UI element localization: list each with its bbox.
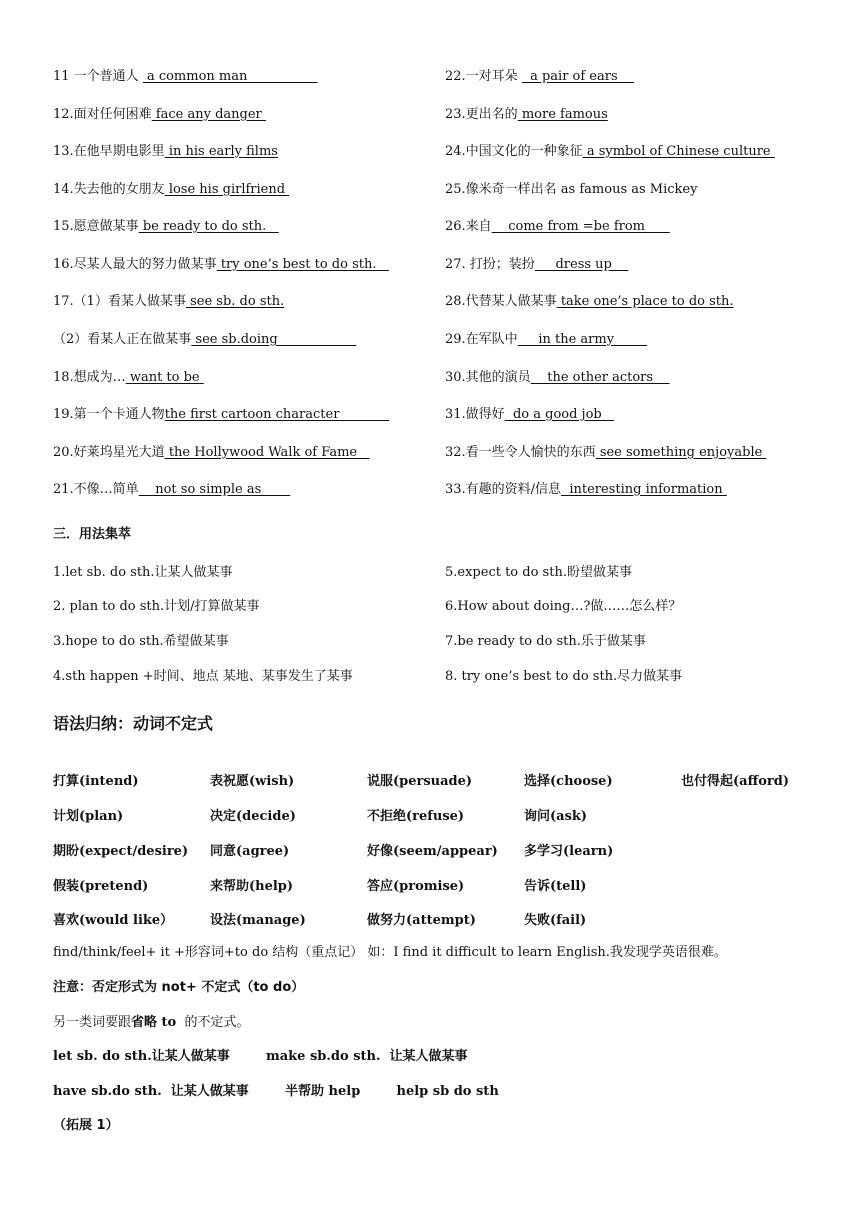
verb-item: 计划(plan) — [53, 809, 124, 824]
phrase-cn: 32.看一些令人愉快的东西 — [445, 445, 596, 460]
phrase-item — [445, 293, 734, 311]
verb-item: 表祝愿(wish) — [210, 774, 295, 789]
phrase-en: see something enjoyable — [595, 445, 767, 460]
phrase-cn: 33.有趣的资料/信息 — [445, 482, 562, 497]
phrase-en: do a good job — [504, 407, 615, 422]
note-line: 注意：否定形式为 not+ 不定式（to do） — [53, 980, 305, 995]
verb-item: 期盼(expect/desire) — [53, 844, 189, 859]
phrase-item — [445, 331, 647, 349]
phrase-cn: 12.面对任何困难 — [53, 107, 152, 122]
usage-item: 3.hope to do sth.希望做某事 — [53, 634, 229, 649]
phrase-en: a common man — [142, 69, 318, 84]
verb-item: 来帮助(help) — [210, 879, 294, 894]
verb-item: 好像(seem/appear) — [367, 844, 498, 859]
omit-bold: 省略 to — [131, 1015, 177, 1030]
phrase-en: try one’s best to do sth. — [216, 257, 389, 272]
phrase-en: the first cartoon character — [164, 407, 390, 422]
phrase-cn: 28.代替某人做某事 — [445, 294, 557, 309]
verb-item: 设法(manage) — [210, 913, 306, 928]
phrase-item — [445, 181, 697, 199]
verb-item: 做努力(attempt) — [367, 913, 476, 928]
phrase-en: a symbol of Chinese culture — [582, 144, 775, 159]
verb-item: 多学习(learn) — [524, 844, 614, 859]
phrase-cn: 19.第一个卡通人物 — [53, 407, 165, 422]
phrase-item — [53, 68, 318, 86]
phrase-cn: 27. 打扮；装扮 — [445, 257, 535, 272]
phrase-en: see sb.doing — [191, 332, 357, 347]
phrase-item — [53, 143, 278, 161]
phrase-cn: （2）看某人正在做某事 — [53, 332, 192, 347]
phrase-en: want to be — [125, 370, 204, 385]
usage-item: 6.How about doing…?做……怎么样？ — [445, 599, 682, 614]
verb-item: 喜欢(would like） — [53, 913, 174, 928]
usage-section-title: 三．用法集萃 — [53, 527, 132, 542]
phrase-cn: 16.尽某人最大的努力做某事 — [53, 257, 217, 272]
verb-item: 假装(pretend) — [53, 879, 149, 894]
phrase-en: come from =be from — [491, 219, 670, 234]
phrase-item — [53, 218, 279, 236]
phrase-en: interesting information — [561, 482, 727, 497]
verb-item: 不拒绝(refuse) — [367, 809, 465, 824]
usage-item: 7.be ready to do sth.乐于做某事 — [445, 634, 646, 649]
phrase-item — [53, 256, 389, 274]
phrase-cn: 17.（1）看某人做某事 — [53, 294, 186, 309]
verb-item: 决定(decide) — [210, 809, 296, 824]
phrase-item — [53, 181, 289, 199]
phrase-cn: 11 一个普通人 — [53, 69, 143, 84]
omit-pre: 另一类词要跟 — [53, 1015, 132, 1030]
phrase-item — [53, 331, 356, 349]
phrase-cn: 25.像米奇一样出名 as famous as Mickey — [445, 182, 698, 197]
phrase-en: the other actors — [530, 370, 670, 385]
phrase-item — [445, 218, 670, 236]
phrase-cn: 24.中国文化的一种象征 — [445, 144, 583, 159]
phrase-item — [445, 256, 628, 274]
verb-item: 告诉(tell) — [524, 879, 587, 894]
omit-example-1: let sb. do sth.让某人做某事 make sb.do sth. 让某人做某事 — [53, 1049, 468, 1064]
phrase-en: a pair of ears — [521, 69, 635, 84]
phrase-item — [53, 106, 266, 124]
phrase-en: see sb. do sth. — [185, 294, 285, 309]
phrase-cn: 18.想成为… — [53, 370, 126, 385]
phrase-item — [53, 293, 284, 311]
phrase-item — [445, 481, 727, 499]
phrase-item — [53, 481, 290, 499]
phrase-item — [445, 369, 670, 387]
phrase-cn: 14.失去他的女朋友 — [53, 182, 165, 197]
verb-item: 失败(fail) — [524, 913, 587, 928]
verb-item: 选择(choose) — [524, 774, 613, 789]
phrase-cn: 26.来自 — [445, 219, 492, 234]
expand-label: （拓展 1） — [53, 1118, 119, 1133]
phrase-item — [445, 106, 608, 124]
phrase-item — [53, 444, 370, 462]
phrase-cn: 20.好莱坞星光大道 — [53, 445, 165, 460]
phrase-cn: 13.在他早期电影里 — [53, 144, 165, 159]
verb-item: 打算(intend) — [53, 774, 139, 789]
phrase-en: dress up — [534, 257, 629, 272]
verb-item: 询问(ask) — [524, 809, 588, 824]
usage-item: 5.expect to do sth.盼望做某事 — [445, 565, 632, 580]
structure-line: find/think/feel+ it +形容词+to do 结构（重点记） 如：I find it difficult to learn English.我发现学英语很难。 — [53, 945, 727, 960]
phrase-en: take one’s place to do sth. — [556, 294, 734, 309]
usage-item: 2. plan to do sth.计划/打算做某事 — [53, 599, 260, 614]
usage-item: 1.let sb. do sth.让某人做某事 — [53, 565, 233, 580]
phrase-cn: 23.更出名的 — [445, 107, 518, 122]
verb-item: 答应(promise) — [367, 879, 465, 894]
phrase-cn: 30.其他的演员 — [445, 370, 531, 385]
phrase-en: more famous — [517, 107, 608, 122]
omit-line — [53, 1014, 249, 1032]
verb-item: 说服(persuade) — [367, 774, 473, 789]
phrase-en: not so simple as — [138, 482, 291, 497]
omit-post: 的不定式。 — [176, 1015, 250, 1030]
phrase-item — [445, 68, 634, 86]
phrase-item — [53, 406, 389, 424]
phrase-item — [445, 444, 766, 462]
phrase-item — [53, 369, 204, 387]
verb-item: 也付得起(afford) — [681, 774, 790, 789]
phrase-cn: 31.做得好 — [445, 407, 505, 422]
phrase-en: lose his girlfriend — [164, 182, 290, 197]
phrase-en: in the army — [517, 332, 648, 347]
phrase-cn: 29.在军队中 — [445, 332, 518, 347]
verb-item: 同意(agree) — [210, 844, 290, 859]
grammar-section-title: 语法归纳：动词不定式 — [53, 714, 214, 733]
phrase-item — [445, 143, 775, 161]
phrase-en: face any danger — [151, 107, 266, 122]
phrase-cn: 21.不像…简单 — [53, 482, 139, 497]
phrase-cn: 22.一对耳朵 — [445, 69, 522, 84]
phrase-en: the Hollywood Walk of Fame — [164, 445, 370, 460]
phrase-item — [445, 406, 614, 424]
phrase-en: be ready to do sth. — [138, 219, 279, 234]
phrase-cn: 15.愿意做某事 — [53, 219, 139, 234]
phrase-en: in his early films — [164, 144, 278, 159]
usage-item: 4.sth happen +时间、地点 某地、某事发生了某事 — [53, 669, 353, 684]
usage-item: 8. try one’s best to do sth.尽力做某事 — [445, 669, 683, 684]
omit-example-2: have sb.do sth. 让某人做某事 半帮助 help help sb do sth — [53, 1084, 499, 1099]
